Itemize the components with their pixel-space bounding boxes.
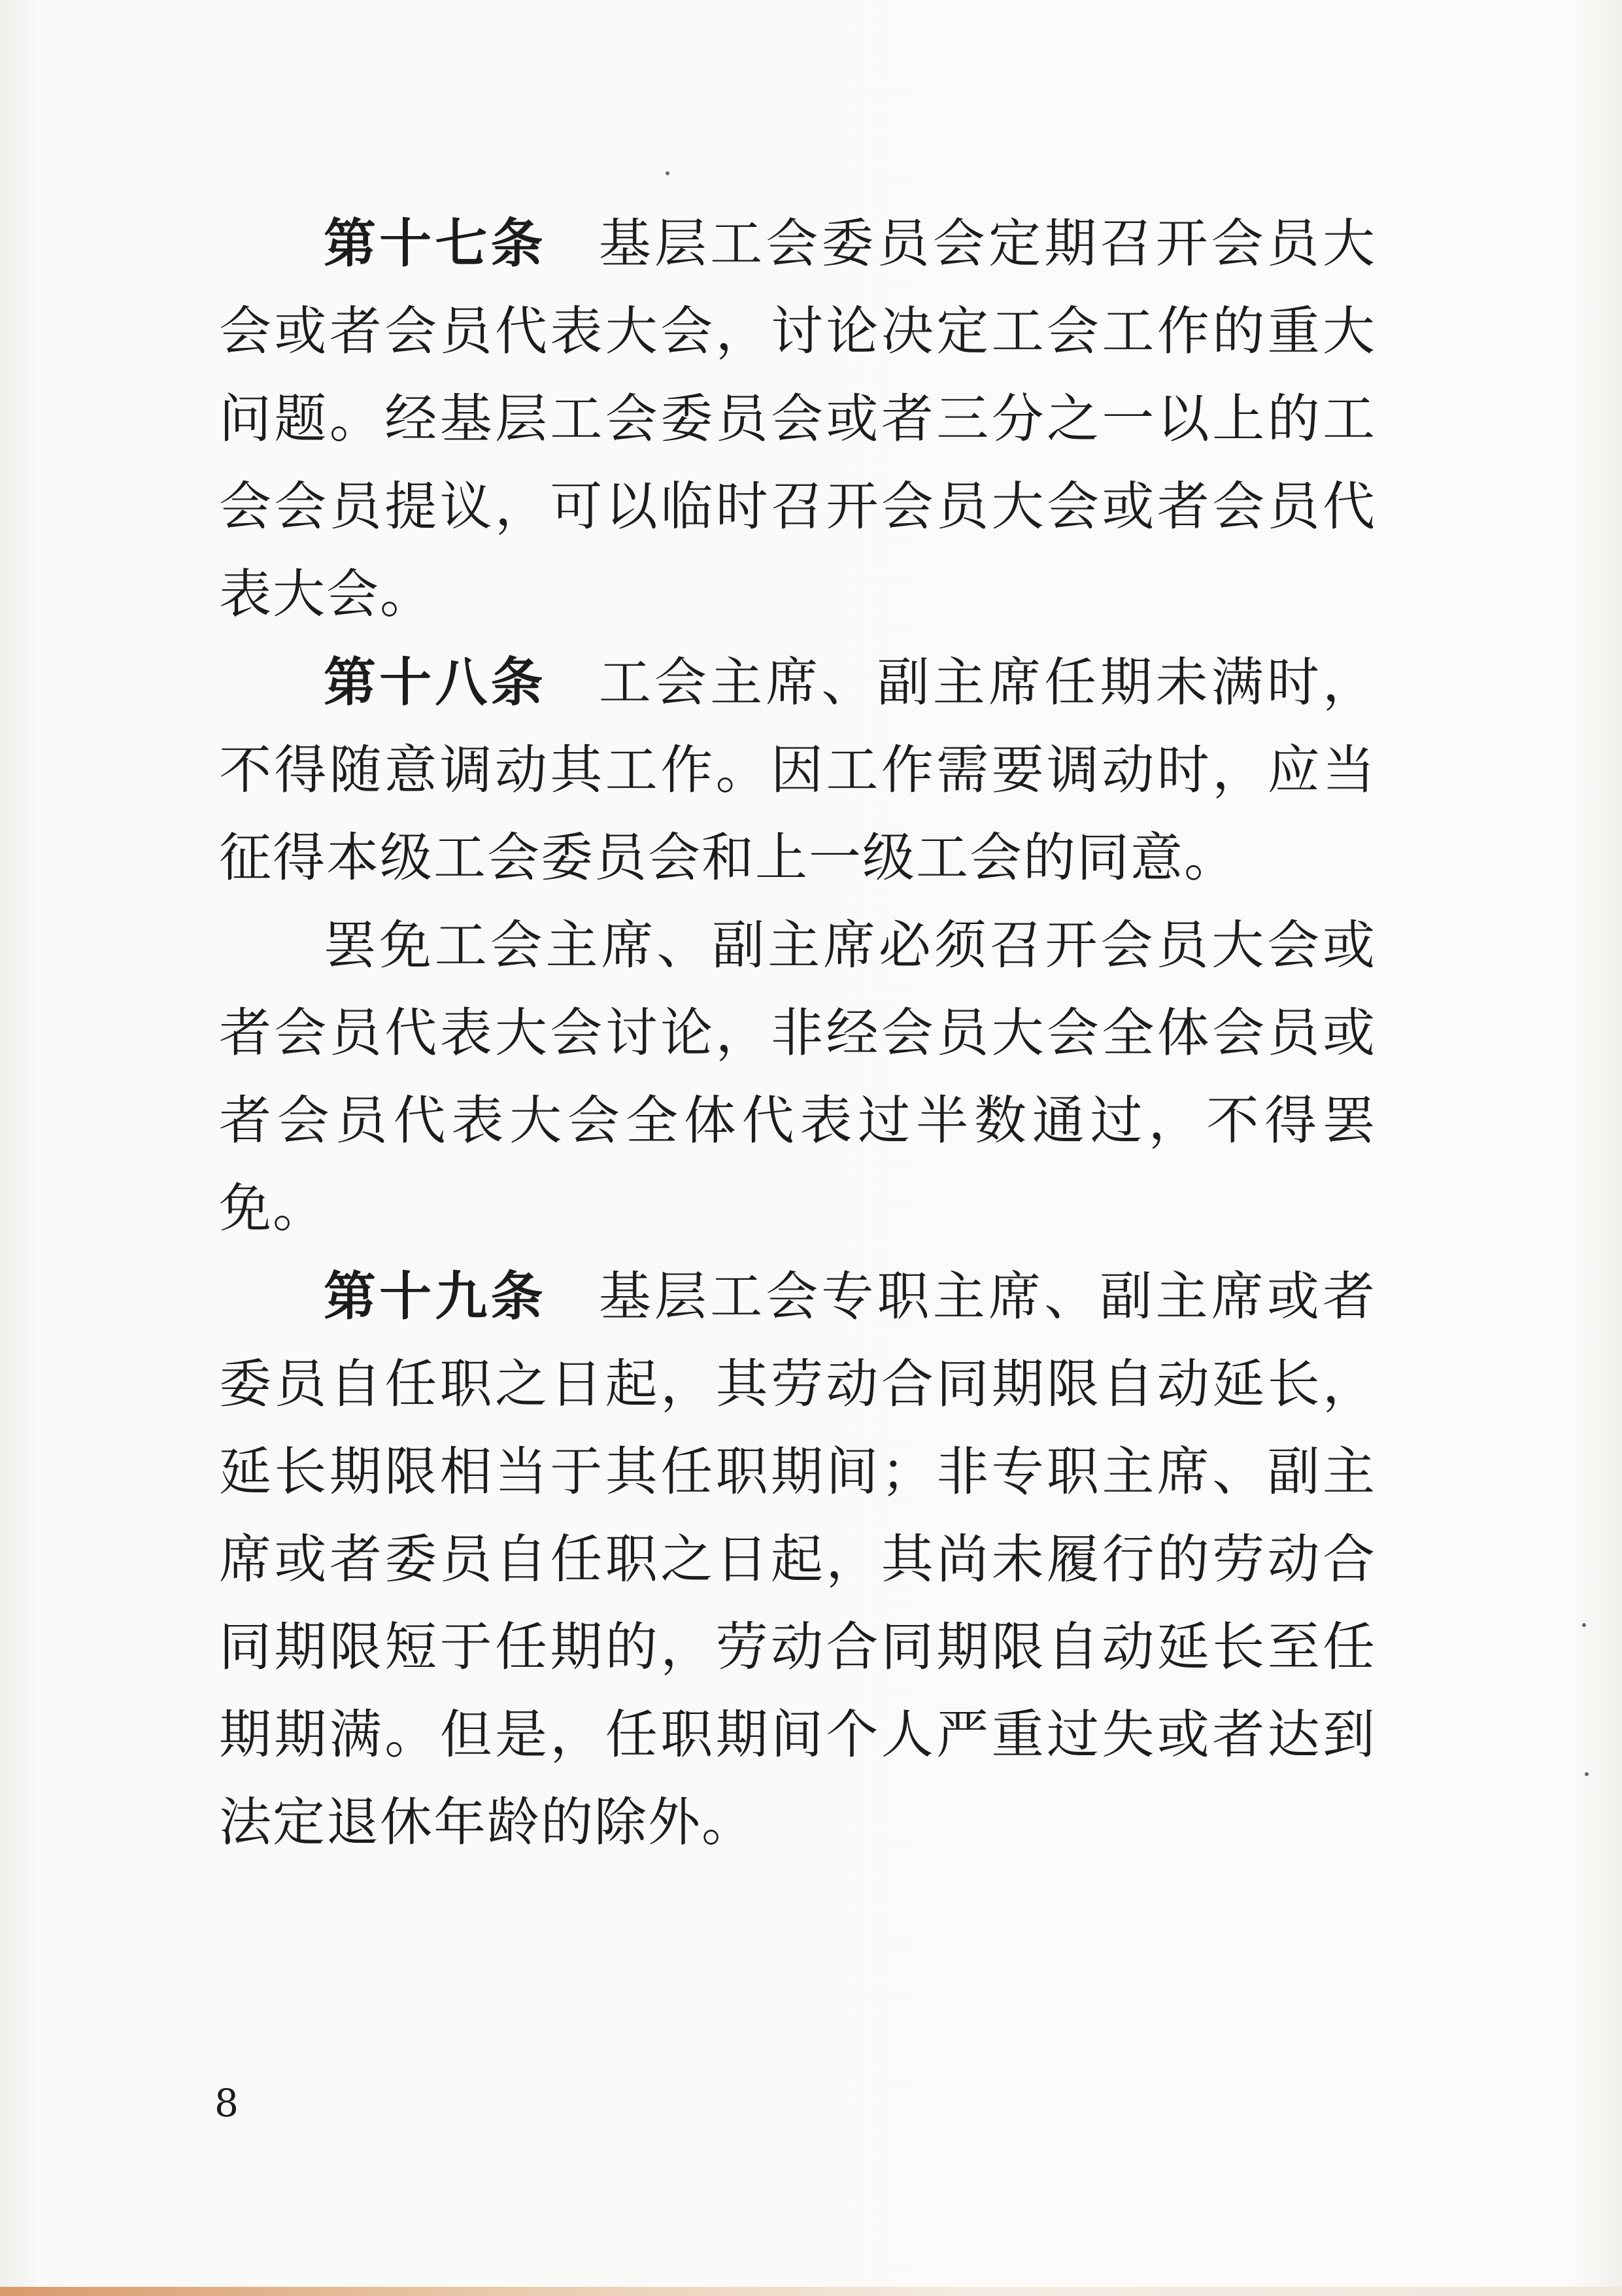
body-text <box>219 199 1376 1866</box>
scan-speck <box>666 171 669 175</box>
page-bottom-edge <box>0 2287 1622 2296</box>
paragraph-article-18 <box>219 638 1376 902</box>
page-number: 8 <box>214 2081 239 2125</box>
dismissal-text: 罢免工会主席、副主席必须召开会员大会或者会员代表大会讨论，非经会员大会全体会员或者会员代表大会全体代表过半数通过，不得罢免。 <box>219 915 1376 1239</box>
paragraph-dismissal <box>219 902 1376 1252</box>
article-19-label: 第十九条 <box>324 1265 547 1327</box>
paragraph-article-19 <box>219 1252 1376 1866</box>
article-19-text: 基层工会专职主席、副主席或者委员自任职之日起，其劳动合同期限自动延长，延长期限相当于其任职期间；非专职主席、副主席或者委员自任职之日起，其尚未履行的劳动合同期限短于任期的，劳动合同期限自动延长至任期期满。但是，任职期间个人严重过失或者达到法定退休年龄的除外。 <box>219 1266 1377 1853</box>
scan-speck <box>1585 1772 1589 1776</box>
article-17-label: 第十七条 <box>324 213 547 274</box>
paragraph-article-17 <box>219 199 1376 638</box>
article-17-text: 基层工会委员会定期召开会员大会或者会员代表大会，讨论决定工会工作的重大问题。经基层工会委员会或者三分之一以上的工会会员提议，可以临时召开会员大会或者会员代表大会。 <box>219 213 1377 625</box>
article-18-text: 工会主席、副主席任期未满时，不得随意调动其工作。因工作需要调动时，应当征得本级工会委员会和上一级工会的同意。 <box>219 652 1377 888</box>
article-18-label: 第十八条 <box>324 651 547 713</box>
scan-speck <box>1582 1623 1586 1627</box>
